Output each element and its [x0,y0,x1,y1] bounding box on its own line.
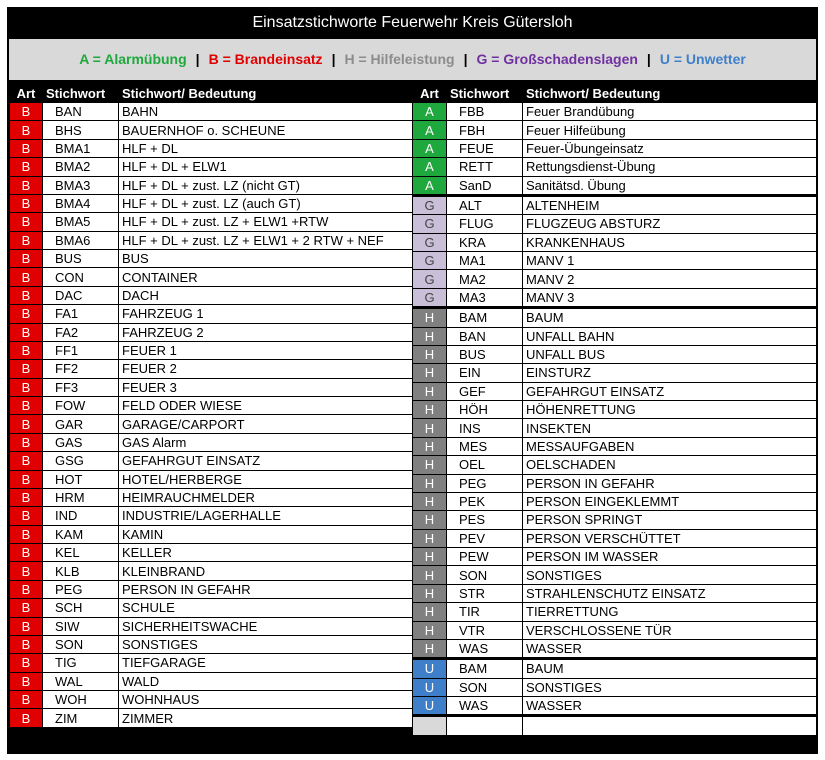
table-row [413,511,817,529]
stichwort-code: WOH [43,691,119,709]
art-badge: G [413,270,447,288]
stichwort-code: BMA4 [43,194,119,212]
table-row [413,401,817,419]
table-row [413,195,817,214]
stichwort-bedeutung: Feuer Hilfeübung [523,121,817,139]
stichwort-bedeutung: FEUER 1 [119,341,416,359]
table-row [10,194,416,212]
art-badge: A [413,121,447,139]
art-badge: H [413,529,447,547]
stichwort-bedeutung: PERSON EINGEKLEMMT [523,492,817,510]
stichwort-bedeutung: EINSTURZ [523,364,817,382]
art-badge: H [413,584,447,602]
table-row [413,678,817,696]
stichwort-code: GAS [43,433,119,451]
art-badge: B [10,305,43,323]
table-row [10,672,416,690]
art-badge: H [413,603,447,621]
art-badge: H [413,364,447,382]
stichwort-bedeutung: MANV 1 [523,252,817,270]
stichwort-code: PES [447,511,523,529]
stichwort-bedeutung: FAHRZEUG 2 [119,323,416,341]
stichwort-code: WAL [43,672,119,690]
stichwort-code: FA1 [43,305,119,323]
stichwort-bedeutung: FELD ODER WIESE [119,397,416,415]
table-row [10,617,416,635]
art-badge [413,716,447,735]
stichwort-code: BHS [43,121,119,139]
stichwort-code: KEL [43,544,119,562]
table-row [413,659,817,678]
stichwort-code: SanD [447,176,523,195]
table-row [413,176,817,195]
stichwort-bedeutung: BAUM [523,308,817,327]
table-row [10,452,416,470]
legend-item: H = Hilfeleistung [344,51,455,67]
table-row [10,488,416,506]
table-row [413,456,817,474]
stichwort-code: IND [43,507,119,525]
stichwort-code [447,716,523,735]
table-row [10,286,416,304]
legend-separator: | [463,51,468,67]
stichwort-code: GSG [43,452,119,470]
stichwort-code: FEUE [447,139,523,157]
table-row [10,250,416,268]
art-badge: B [10,525,43,543]
table-row [413,364,817,382]
stichwort-code: PEW [447,548,523,566]
table-row [10,305,416,323]
stichwort-bedeutung: MESSAUFGABEN [523,437,817,455]
art-badge: B [10,268,43,286]
stichwort-bedeutung: SONSTIGES [523,678,817,696]
stichwort-bedeutung: UNFALL BUS [523,345,817,363]
stichwort-code: SON [43,635,119,653]
stichwort-bedeutung: WOHNHAUS [119,691,416,709]
art-badge: B [10,433,43,451]
table-row [413,382,817,400]
stichwort-code: PEG [43,580,119,598]
table-row [10,268,416,286]
stichwort-bedeutung: OELSCHADEN [523,456,817,474]
stichwort-bedeutung: HLF + DL + ELW1 [119,158,416,176]
stichwort-bedeutung: KLEINBRAND [119,562,416,580]
table-row [413,529,817,547]
stichwort-bedeutung: TIEFGARAGE [119,654,416,672]
art-badge: H [413,474,447,492]
table-row [10,599,416,617]
stichwort-code: BMA2 [43,158,119,176]
stichwort-bedeutung: PERSON VERSCHÜTTET [523,529,817,547]
art-badge: G [413,233,447,251]
stichwort-code: WAS [447,697,523,716]
stichwort-code: FA2 [43,323,119,341]
stichwort-bedeutung: TIERRETTUNG [523,603,817,621]
stichwort-bedeutung: PERSON IN GEFAHR [523,474,817,492]
table-row [413,270,817,288]
table-row [10,378,416,396]
table-row [413,716,817,735]
art-badge: B [10,231,43,249]
table-row [413,252,817,270]
legend-item: U = Unwetter [659,51,746,67]
stichwort-bedeutung: SONSTIGES [119,635,416,653]
art-badge: B [10,709,43,727]
stichwort-code: BAN [447,327,523,345]
stichwort-bedeutung: Rettungsdienst-Übung [523,158,817,176]
stichwort-bedeutung: SCHULE [119,599,416,617]
stichwort-bedeutung: PERSON IM WASSER [523,548,817,566]
art-badge: A [413,158,447,176]
stichwort-bedeutung: HEIMRAUCHMELDER [119,488,416,506]
stichwort-bedeutung: FAHRZEUG 1 [119,305,416,323]
table-row [413,103,817,121]
art-badge: H [413,437,447,455]
table-row [10,433,416,451]
art-badge: H [413,566,447,584]
stichwort-code: OEL [447,456,523,474]
stichwort-bedeutung: Sanitätsd. Übung [523,176,817,195]
table-row [10,691,416,709]
stichwort-bedeutung: CONTAINER [119,268,416,286]
table-row [413,621,817,639]
table-row [10,103,416,121]
art-badge: A [413,103,447,121]
art-badge: H [413,639,447,658]
table-row [413,474,817,492]
stichwort-code: HRM [43,488,119,506]
header-stichwort: Stichwort [43,85,119,103]
stichwort-code: RETT [447,158,523,176]
legend-separator: | [331,51,336,67]
stichwort-code: GEF [447,382,523,400]
stichwort-bedeutung: BAUERNHOF o. SCHEUNE [119,121,416,139]
art-badge: B [10,103,43,121]
art-badge: H [413,621,447,639]
stichwort-code: PEV [447,529,523,547]
art-badge: B [10,415,43,433]
stichwort-code: EIN [447,364,523,382]
table-row [413,288,817,307]
art-badge: A [413,139,447,157]
stichwort-bedeutung: INDUSTRIE/LAGERHALLE [119,507,416,525]
stichwort-bedeutung: FLUGZEUG ABSTURZ [523,215,817,233]
stichwort-code: FBB [447,103,523,121]
stichwort-code: MA1 [447,252,523,270]
table-row [10,415,416,433]
table-row [413,603,817,621]
table-row [413,548,817,566]
table-row [10,397,416,415]
stichwort-bedeutung: PERSON IN GEFAHR [119,580,416,598]
header-art: Art [10,85,43,103]
table-row [10,121,416,139]
table-row [413,215,817,233]
stichwort-bedeutung: SONSTIGES [523,566,817,584]
table-row [413,233,817,251]
stichwort-bedeutung: GEFAHRGUT EINSATZ [119,452,416,470]
art-badge: B [10,341,43,359]
table-row [10,562,416,580]
art-badge: H [413,401,447,419]
art-badge: B [10,580,43,598]
stichwort-code: FOW [43,397,119,415]
art-badge: G [413,252,447,270]
art-badge: B [10,323,43,341]
stichwort-bedeutung: Feuer-Übungeinsatz [523,139,817,157]
right-table [412,84,817,736]
stichwort-code: FF1 [43,341,119,359]
table-row [10,213,416,231]
table-row [10,360,416,378]
art-badge: B [10,286,43,304]
stichwort-bedeutung: Feuer Brandübung [523,103,817,121]
art-badge: B [10,378,43,396]
stichwort-code: SON [447,678,523,696]
stichwort-code: HOT [43,470,119,488]
stichwort-bedeutung: UNFALL BAHN [523,327,817,345]
stichwort-code: PEK [447,492,523,510]
stichwort-code: TIG [43,654,119,672]
stichwort-bedeutung: FEUER 3 [119,378,416,396]
legend-item: G = Großschadenslagen [476,51,638,67]
table-row [413,697,817,716]
stichwort-code: VTR [447,621,523,639]
stichwort-bedeutung: KELLER [119,544,416,562]
art-badge: B [10,507,43,525]
stichwort-code: FF3 [43,378,119,396]
stichwort-code: GAR [43,415,119,433]
art-badge: B [10,562,43,580]
art-badge: B [10,250,43,268]
art-badge: B [10,470,43,488]
table-row [413,584,817,602]
stichwort-bedeutung: GAS Alarm [119,433,416,451]
table-row [413,639,817,658]
table-row [413,308,817,327]
legend-separator: | [646,51,651,67]
stichwort-code: MES [447,437,523,455]
header-stichwort: Stichwort [447,85,523,103]
left-header-row [10,85,416,103]
art-badge: H [413,327,447,345]
stichwort-bedeutung: HLF + DL + zust. LZ + ELW1 + 2 RTW + NEF [119,231,416,249]
stichwort-bedeutung: KAMIN [119,525,416,543]
table-row [10,158,416,176]
art-badge: B [10,194,43,212]
art-badge: H [413,345,447,363]
stichwort-code: ALT [447,195,523,214]
art-badge: H [413,492,447,510]
table-frame [7,7,818,754]
table-row [10,231,416,249]
stichwort-bedeutung: WASSER [523,697,817,716]
table-row [10,709,416,727]
stichwort-code: ZIM [43,709,119,727]
stichwort-bedeutung: BUS [119,250,416,268]
stichwort-code: KRA [447,233,523,251]
art-badge: G [413,215,447,233]
header-art: Art [413,85,447,103]
art-badge: B [10,213,43,231]
stichwort-code: DAC [43,286,119,304]
art-badge: B [10,488,43,506]
art-badge: B [10,176,43,194]
stichwort-code: KLB [43,562,119,580]
legend-separator: | [195,51,200,67]
art-badge: H [413,548,447,566]
art-badge: H [413,511,447,529]
table-row [10,635,416,653]
stichwort-code: BMA1 [43,139,119,157]
stichwort-code: FLUG [447,215,523,233]
art-badge: B [10,397,43,415]
art-badge: U [413,678,447,696]
table-row [10,323,416,341]
stichwort-bedeutung: STRAHLENSCHUTZ EINSATZ [523,584,817,602]
art-badge: G [413,288,447,307]
stichwort-bedeutung: SICHERHEITSWACHE [119,617,416,635]
stichwort-code: WAS [447,639,523,658]
stichwort-bedeutung: MANV 2 [523,270,817,288]
table-row [10,580,416,598]
art-badge: B [10,599,43,617]
art-badge: B [10,635,43,653]
stichwort-bedeutung: ALTENHEIM [523,195,817,214]
stichwort-bedeutung: ZIMMER [119,709,416,727]
header-bedeutung: Stichwort/ Bedeutung [119,85,416,103]
stichwort-bedeutung: FEUER 2 [119,360,416,378]
stichwort-bedeutung: HÖHENRETTUNG [523,401,817,419]
art-badge: B [10,672,43,690]
stichwort-bedeutung: HLF + DL + zust. LZ (nicht GT) [119,176,416,194]
art-badge: H [413,382,447,400]
art-badge: G [413,195,447,214]
table-row [10,139,416,157]
stichwort-code: MA3 [447,288,523,307]
left-table [9,84,416,728]
table-row [413,158,817,176]
stichwort-bedeutung: HLF + DL + zust. LZ (auch GT) [119,194,416,212]
table-row [413,492,817,510]
stichwort-code: STR [447,584,523,602]
table-row [413,345,817,363]
art-badge: B [10,617,43,635]
stichwort-code: BMA5 [43,213,119,231]
art-badge: B [10,121,43,139]
table-row [413,566,817,584]
stichwort-bedeutung: WASSER [523,639,817,658]
art-badge: B [10,158,43,176]
art-badge: B [10,544,43,562]
stichwort-bedeutung: PERSON SPRINGT [523,511,817,529]
stichwort-code: CON [43,268,119,286]
stichwort-bedeutung: BAUM [523,659,817,678]
legend-bar [9,39,816,80]
art-badge: A [413,176,447,195]
stichwort-code: BAM [447,659,523,678]
table-row [413,419,817,437]
table-row [413,327,817,345]
stichwort-code: BUS [43,250,119,268]
art-badge: B [10,654,43,672]
art-badge: U [413,697,447,716]
stichwort-code: INS [447,419,523,437]
stichwort-code: KAM [43,525,119,543]
table-row [413,139,817,157]
stichwort-code: SON [447,566,523,584]
table-row [10,470,416,488]
stichwort-bedeutung [523,716,817,735]
table-row [10,544,416,562]
table-row [10,341,416,359]
table-row [10,507,416,525]
stichwort-code: PEG [447,474,523,492]
stichwort-code: FF2 [43,360,119,378]
stichwort-code: BUS [447,345,523,363]
stichwort-bedeutung: MANV 3 [523,288,817,307]
art-badge: H [413,456,447,474]
right-header-row [413,85,817,103]
page-title: Einsatzstichworte Feuerwehr Kreis Gütersloh [252,14,573,31]
stichwort-bedeutung: BAHN [119,103,416,121]
stichwort-code: HÖH [447,401,523,419]
stichwort-bedeutung: DACH [119,286,416,304]
stichwort-code: TIR [447,603,523,621]
stichwort-code: BAM [447,308,523,327]
table-row [10,176,416,194]
header-bedeutung: Stichwort/ Bedeutung [523,85,817,103]
stichwort-bedeutung: HOTEL/HERBERGE [119,470,416,488]
art-badge: B [10,139,43,157]
table-row [413,121,817,139]
stichwort-bedeutung: VERSCHLOSSENE TÜR [523,621,817,639]
art-badge: H [413,308,447,327]
stichwort-bedeutung: INSEKTEN [523,419,817,437]
art-badge: B [10,360,43,378]
stichwort-bedeutung: GEFAHRGUT EINSATZ [523,382,817,400]
stichwort-code: SIW [43,617,119,635]
art-badge: U [413,659,447,678]
stichwort-bedeutung: GARAGE/CARPORT [119,415,416,433]
stichwort-code: BMA3 [43,176,119,194]
stichwort-code: MA2 [447,270,523,288]
table-row [10,654,416,672]
stichwort-bedeutung: KRANKENHAUS [523,233,817,251]
stichwort-code: BAN [43,103,119,121]
legend-item: B = Brandeinsatz [208,51,323,67]
table-row [413,437,817,455]
stichwort-code: BMA6 [43,231,119,249]
art-badge: H [413,419,447,437]
stichwort-code: FBH [447,121,523,139]
stichwort-bedeutung: WALD [119,672,416,690]
art-badge: B [10,691,43,709]
art-badge: B [10,452,43,470]
stichwort-code: SCH [43,599,119,617]
stichwort-bedeutung: HLF + DL + zust. LZ + ELW1 +RTW [119,213,416,231]
legend-item: A = Alarmübung [79,51,187,67]
stichwort-bedeutung: HLF + DL [119,139,416,157]
table-row [10,525,416,543]
